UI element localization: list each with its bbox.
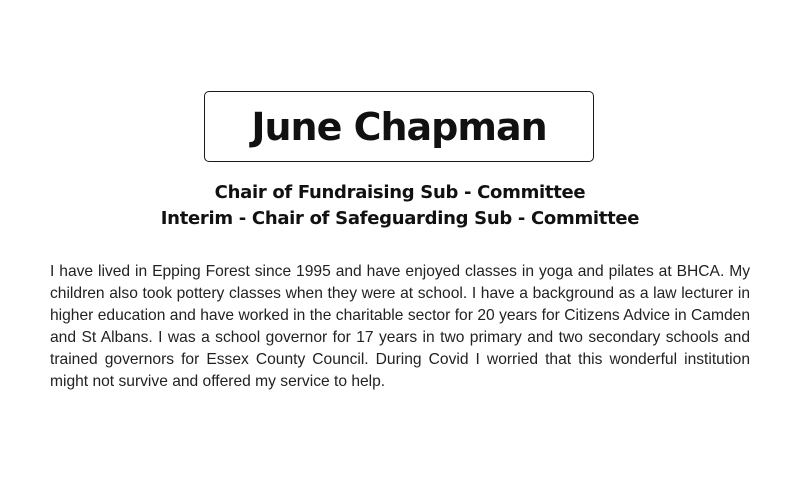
role-line-fundraising: Chair of Fundraising Sub - Committee	[214, 182, 586, 203]
role-line-safeguarding: Interim - Chair of Safeguarding Sub - Committee	[160, 208, 640, 229]
biography-text: I have lived in Epping Forest since 1995 and have enjoyed classes in yoga and pilates at BHCA. My children also took pottery classes when they were at school. I have a background as a law lecturer in higher education and have worked in the charitable sector for 20 years for Citizens Advice in Camden and St Albans. I was a school governor for 17 years in two primary and two secondary schools and trained governors for Essex County Council. During Covid I worried that this wonderful institution might not survive and offered my service to help.	[50, 263, 750, 390]
person-name: June Chapman	[251, 104, 547, 149]
name-heading-box	[204, 91, 594, 162]
roles-block	[0, 180, 800, 232]
